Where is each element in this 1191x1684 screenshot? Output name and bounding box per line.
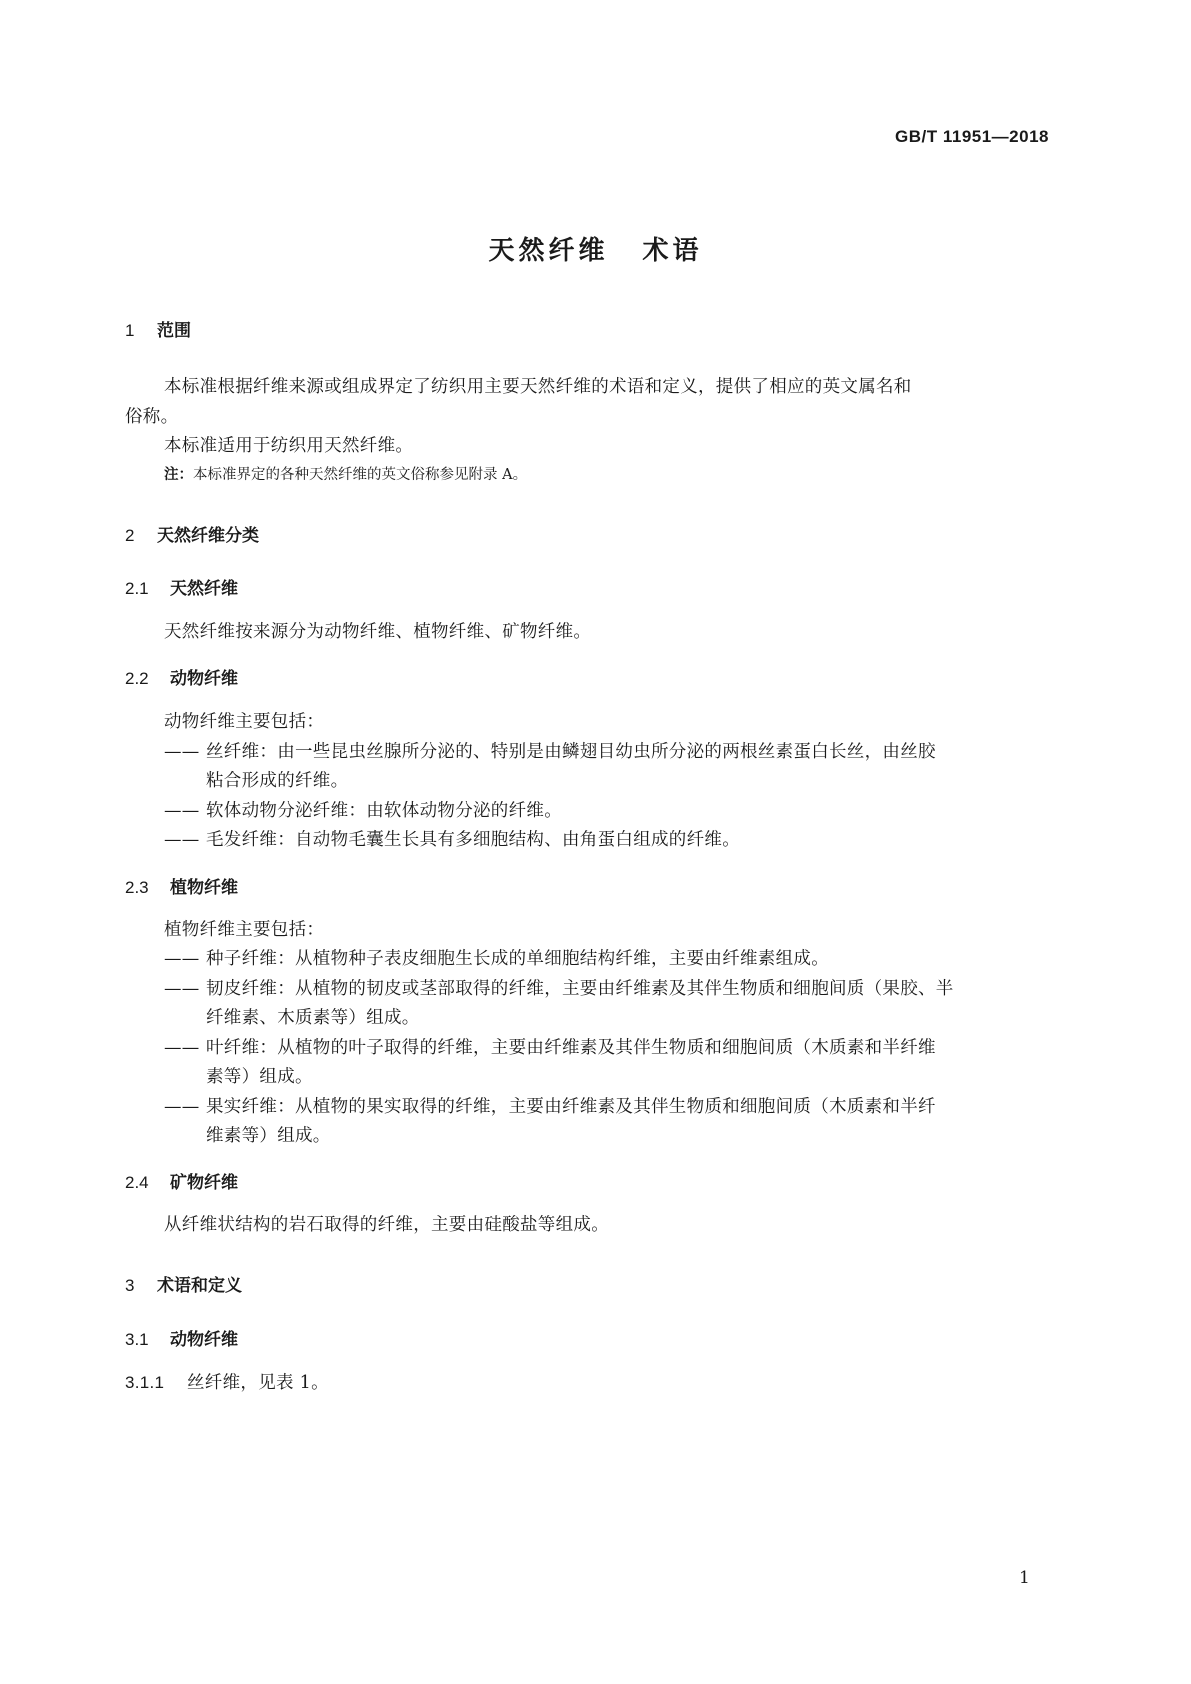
list-item-text: 果实纤维：从植物的果实取得的纤维，主要由纤维素及其伴生物质和细胞间质（木质素和半纤 — [206, 1097, 936, 1117]
subsection-2-2-heading — [125, 664, 238, 689]
page-number: 1 — [1019, 1568, 1030, 1588]
subsection-title: 矿物纤维 — [170, 1173, 238, 1193]
list-dash: —— — [164, 830, 200, 850]
section-title: 术语和定义 — [157, 1276, 242, 1296]
list-intro: 植物纤维主要包括： — [164, 920, 325, 940]
section-1-heading — [125, 316, 191, 341]
standard-number: GB/T 11951—2018 — [895, 127, 1049, 146]
document-title — [0, 230, 1191, 267]
subsection-2-3-heading — [125, 873, 238, 898]
scope-paragraph: 本标准适用于纺织用天然纤维。 — [164, 436, 414, 456]
list-dash: —— — [164, 949, 200, 969]
list-item-text: 软体动物分泌纤维：由软体动物分泌的纤维。 — [206, 801, 562, 821]
list-item — [164, 945, 829, 970]
subsection-title: 动物纤维 — [170, 669, 238, 689]
list-dash: —— — [164, 1038, 200, 1058]
subsection-title: 动物纤维 — [170, 1330, 238, 1350]
subsection-title: 植物纤维 — [170, 878, 238, 898]
paragraph: 从纤维状结构的岩石取得的纤维，主要由硅酸盐等组成。 — [164, 1215, 609, 1235]
paragraph: 天然纤维按来源分为动物纤维、植物纤维、矿物纤维。 — [164, 622, 592, 642]
list-item-text: 种子纤维：从植物种子表皮细胞生长成的单细胞结构纤维，主要由纤维素组成。 — [206, 949, 829, 969]
note — [164, 463, 527, 484]
section-number: 1 — [125, 321, 135, 340]
subsection-3-1-heading — [125, 1325, 238, 1350]
subsection-title: 天然纤维 — [170, 579, 238, 599]
title-part2: 术语 — [642, 236, 703, 266]
list-item — [164, 1093, 936, 1118]
list-intro: 动物纤维主要包括： — [164, 712, 325, 732]
list-item-text: 叶纤维：从植物的叶子取得的纤维，主要由纤维素及其伴生物质和细胞间质（木质素和半纤维 — [206, 1038, 936, 1058]
clause-text: 丝纤维，见表 1。 — [187, 1373, 329, 1393]
clause-number: 3.1.1 — [125, 1373, 165, 1392]
subsection-number: 3.1 — [125, 1330, 149, 1349]
section-title: 范围 — [157, 321, 191, 341]
subsection-number: 2.2 — [125, 669, 149, 688]
list-item — [164, 1034, 936, 1059]
scope-paragraph-line: 本标准根据纤维来源或组成界定了纺织用主要天然纤维的术语和定义，提供了相应的英文属名和 — [164, 377, 912, 397]
subsection-number: 2.1 — [125, 579, 149, 598]
list-item-text: 毛发纤维：自动物毛囊生长具有多细胞结构、由角蛋白组成的纤维。 — [206, 830, 740, 850]
section-number: 2 — [125, 526, 135, 545]
list-item — [164, 738, 936, 763]
clause-3-1-1 — [125, 1369, 329, 1394]
section-title: 天然纤维分类 — [157, 526, 259, 546]
list-dash: —— — [164, 979, 200, 999]
list-item-text: 丝纤维：由一些昆虫丝腺所分泌的、特别是由鳞翅目幼虫所分泌的两根丝素蛋白长丝，由丝胶 — [206, 742, 936, 762]
title-part1: 天然纤维 — [488, 236, 609, 266]
list-item — [164, 826, 740, 851]
list-item — [164, 797, 562, 822]
list-item-continuation: 素等）组成。 — [206, 1067, 313, 1087]
list-item-text: 韧皮纤维：从植物的韧皮或茎部取得的纤维，主要由纤维素及其伴生物质和细胞间质（果胶、半 — [206, 979, 954, 999]
section-2-heading — [125, 521, 259, 546]
list-dash: —— — [164, 1097, 200, 1117]
list-item — [164, 975, 954, 1000]
subsection-2-1-heading — [125, 574, 238, 599]
list-dash: —— — [164, 801, 200, 821]
note-text: 本标准界定的各种天然纤维的英文俗称参见附录 A。 — [193, 467, 528, 483]
section-3-heading — [125, 1271, 242, 1296]
scope-paragraph-line: 俗称。 — [125, 407, 179, 427]
section-number: 3 — [125, 1276, 135, 1295]
list-item-continuation: 维素等）组成。 — [206, 1126, 331, 1146]
subsection-number: 2.4 — [125, 1173, 149, 1192]
list-dash: —— — [164, 742, 200, 762]
list-item-continuation: 粘合形成的纤维。 — [206, 771, 349, 791]
note-label: 注： — [164, 467, 193, 483]
list-item-continuation: 纤维素、木质素等）组成。 — [206, 1008, 420, 1028]
subsection-number: 2.3 — [125, 878, 149, 897]
subsection-2-4-heading — [125, 1168, 238, 1193]
